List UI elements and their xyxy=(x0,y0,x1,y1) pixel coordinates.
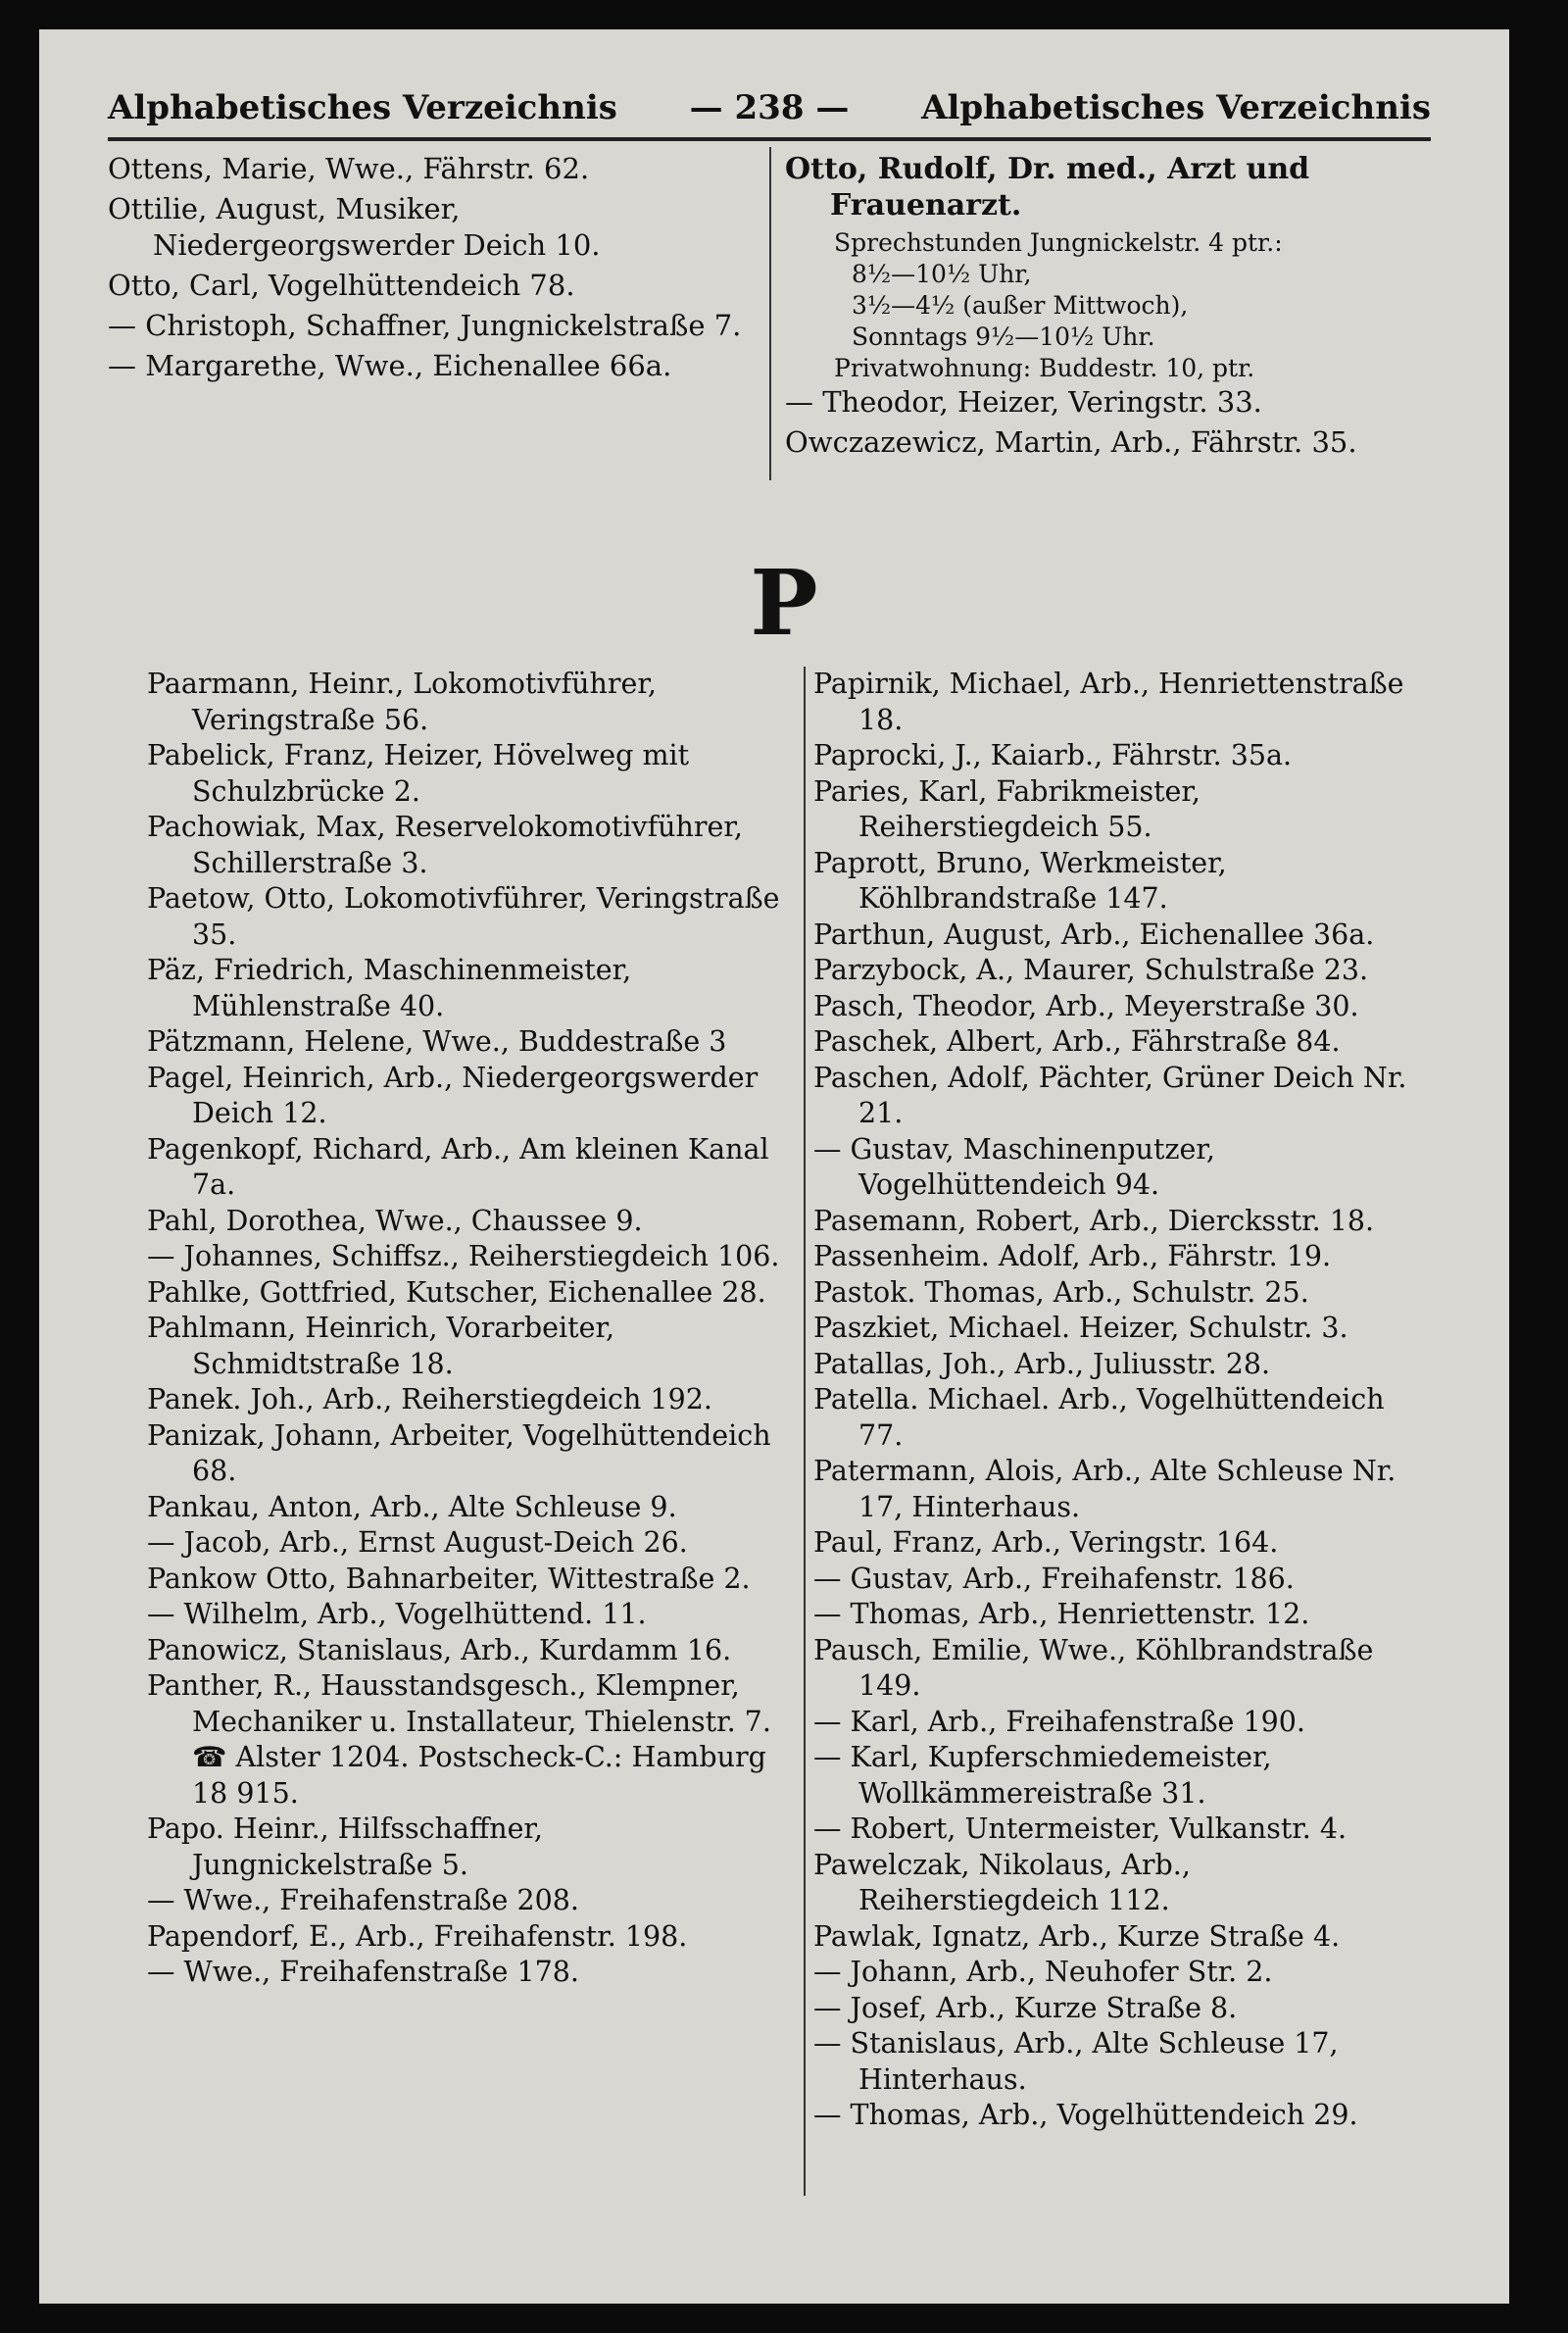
directory-entry: Pahl, Dorothea, Wwe., Chaussee 9. xyxy=(147,1204,643,1237)
directory-entry: Pagel, Heinrich, Arb., Niedergeorgswerder Deich 12. xyxy=(147,1061,759,1129)
top-section xyxy=(108,147,1431,480)
directory-entry: Pätzmann, Helene, Wwe., Buddestraße 3 xyxy=(147,1025,727,1058)
directory-entry: — Josef, Arb., Kurze Straße 8. xyxy=(813,1991,1238,2024)
private-address-line: Privatwohnung: Buddestr. 10, ptr. xyxy=(834,354,1255,382)
directory-entry: — Christoph, Schaffner, Jungnickelstraße 7. xyxy=(108,309,742,342)
directory-entry: Panther, R., Hausstandsgesch., Klempner, Mechaniker u. Installateur, Thielenstr. 7. ☎ Alster 1204. Postscheck-C.: Hamburg 18 915. xyxy=(147,1669,771,1810)
directory-entry: Paprocki, J., Kaiarb., Fährstr. 35a. xyxy=(813,739,1293,771)
directory-entry: — Stanislaus, Arb., Alte Schleuse 17, Hinterhaus. xyxy=(813,2027,1339,2096)
top-right-column xyxy=(769,147,1431,480)
section-letter: P xyxy=(750,550,818,656)
directory-entry: Owczazewicz, Martin, Arb., Fährstr. 35. xyxy=(785,425,1357,459)
directory-entry: Panowicz, Stanislaus, Arb., Kurdamm 16. xyxy=(147,1633,732,1666)
directory-entry: Panek. Joh., Arb., Reiherstiegdeich 192. xyxy=(147,1383,712,1415)
directory-entry: Ottilie, August, Musiker, Niedergeorgswerder Deich 10. xyxy=(108,192,601,262)
directory-entry: — Wwe., Freihafenstraße 178. xyxy=(147,1956,579,1988)
directory-entry: Ottens, Marie, Wwe., Fährstr. 62. xyxy=(108,152,590,185)
directory-entry: Pagenkopf, Richard, Arb., Am kleinen Kanal 7a. xyxy=(147,1132,769,1201)
directory-entry: Passenheim. Adolf, Arb., Fährstr. 19. xyxy=(813,1240,1332,1272)
directory-entry: — Karl, Arb., Freihafenstraße 190. xyxy=(813,1705,1305,1738)
directory-entry: Pankow Otto, Bahnarbeiter, Wittestraße 2. xyxy=(147,1562,751,1595)
directory-entry: Pahlke, Gottfried, Kutscher, Eichenallee 28. xyxy=(147,1275,766,1309)
featured-entry: Otto, Rudolf, Dr. med., Arzt und Frauenarzt. xyxy=(785,152,1310,223)
directory-entry: Patermann, Alois, Arb., Alte Schleuse Nr. 17, Hinterhaus. xyxy=(813,1455,1396,1523)
directory-entry: Pausch, Emilie, Wwe., Köhlbrandstraße 149. xyxy=(813,1633,1374,1702)
directory-entry: Pastok. Thomas, Arb., Schulstr. 25. xyxy=(813,1275,1309,1309)
directory-entry: — Robert, Untermeister, Vulkanstr. 4. xyxy=(813,1812,1348,1845)
office-hours-line: Sprechstunden Jungnickelstr. 4 ptr.: xyxy=(834,228,1283,257)
header-right-title: Alphabetisches Verzeichnis xyxy=(921,88,1431,127)
directory-entry: Päz, Friedrich, Maschinenmeister, Mühlenstraße 40. xyxy=(147,954,632,1022)
directory-entry: Pasch, Theodor, Arb., Meyerstraße 30. xyxy=(813,989,1359,1022)
directory-entry: Paul, Franz, Arb., Veringstr. 164. xyxy=(813,1526,1279,1559)
directory-entry: — Wilhelm, Arb., Vogelhüttend. 11. xyxy=(147,1598,647,1630)
directory-entry: — Gustav, Arb., Freihafenstr. 186. xyxy=(813,1562,1295,1595)
directory-entry: Paszkiet, Michael. Heizer, Schulstr. 3. xyxy=(813,1312,1348,1344)
directory-entry: Panizak, Johann, Arbeiter, Vogelhüttendeich 68. xyxy=(147,1418,771,1487)
directory-entry: Paprott, Bruno, Werkmeister, Köhlbrandstraße 147. xyxy=(813,846,1227,915)
office-hours-line: 3½—4½ (außer Mittwoch), xyxy=(852,291,1189,320)
directory-entry: Paschen, Adolf, Pächter, Grüner Deich Nr. 21. xyxy=(813,1061,1407,1129)
directory-entry: — Margarethe, Wwe., Eichenallee 66a. xyxy=(108,349,672,382)
directory-entry: Pahlmann, Heinrich, Vorarbeiter, Schmidtstraße 18. xyxy=(147,1312,615,1380)
directory-entry: Papirnik, Michael, Arb., Henriettenstraße 18. xyxy=(813,668,1404,736)
directory-entry: Pasemann, Robert, Arb., Diercksstr. 18. xyxy=(813,1204,1375,1237)
directory-entry: — Johann, Arb., Neuhofer Str. 2. xyxy=(813,1956,1273,1988)
directory-entry: Paries, Karl, Fabrikmeister, Reiherstiegdeich 55. xyxy=(813,774,1200,843)
directory-entry: Patallas, Joh., Arb., Juliusstr. 28. xyxy=(813,1347,1271,1380)
left-column xyxy=(147,667,804,2196)
directory-entry: Papendorf, E., Arb., Freihafenstr. 198. xyxy=(147,1919,688,1953)
right-column xyxy=(804,667,1431,2196)
top-left-column xyxy=(108,147,769,480)
office-hours-line: Sonntags 9½—10½ Uhr. xyxy=(852,323,1155,351)
directory-entry: Paschek, Albert, Arb., Fährstraße 84. xyxy=(813,1025,1341,1058)
directory-entry: — Theodor, Heizer, Veringstr. 33. xyxy=(785,385,1262,419)
directory-entry: Pabelick, Franz, Heizer, Hövelweg mit Schulzbrücke 2. xyxy=(147,739,690,808)
directory-entry: Pachowiak, Max, Reservelokomotivführer, Schillerstraße 3. xyxy=(147,811,743,879)
directory-entry: Patella. Michael. Arb., Vogelhüttendeich 77. xyxy=(813,1383,1385,1452)
directory-entry: Pawlak, Ignatz, Arb., Kurze Straße 4. xyxy=(813,1919,1341,1953)
directory-entry: Pankau, Anton, Arb., Alte Schleuse 9. xyxy=(147,1490,677,1523)
directory-entry: Parzybock, A., Maurer, Schulstraße 23. xyxy=(813,954,1369,986)
main-section xyxy=(147,667,1431,2196)
directory-entry: — Wwe., Freihafenstraße 208. xyxy=(147,1884,579,1916)
directory-entry: Paetow, Otto, Lokomotivführer, Veringstraße 35. xyxy=(147,882,780,951)
office-hours-line: 8½—10½ Uhr, xyxy=(852,260,1032,288)
directory-entry: — Karl, Kupferschmiedemeister, Wollkämmereistraße 31. xyxy=(813,1741,1272,1810)
directory-entry: — Thomas, Arb., Vogelhüttendeich 29. xyxy=(813,2099,1358,2131)
directory-entry: — Johannes, Schiffsz., Reiherstiegdeich 106. xyxy=(147,1240,780,1272)
directory-entry: Parthun, August, Arb., Eichenallee 36a. xyxy=(813,918,1375,951)
directory-entry: — Thomas, Arb., Henriettenstr. 12. xyxy=(813,1598,1310,1630)
directory-entry: Paarmann, Heinr., Lokomotivführer, Veringstraße 56. xyxy=(147,668,657,736)
header-rule xyxy=(108,137,1431,141)
directory-entry: — Jacob, Arb., Ernst August-Deich 26. xyxy=(147,1526,688,1559)
directory-entry: Otto, Carl, Vogelhüttendeich 78. xyxy=(108,269,575,302)
page-header xyxy=(108,78,1431,137)
header-left-title: Alphabetisches Verzeichnis xyxy=(108,88,617,127)
directory-entry: — Gustav, Maschinenputzer, Vogelhüttendeich 94. xyxy=(813,1132,1215,1201)
directory-entry: Pawelczak, Nikolaus, Arb., Reiherstiegdeich 112. xyxy=(813,1848,1191,1916)
directory-entry: Papo. Heinr., Hilfsschaffner, Jungnickelstraße 5. xyxy=(147,1812,543,1881)
page-number: — 238 — xyxy=(689,88,850,127)
